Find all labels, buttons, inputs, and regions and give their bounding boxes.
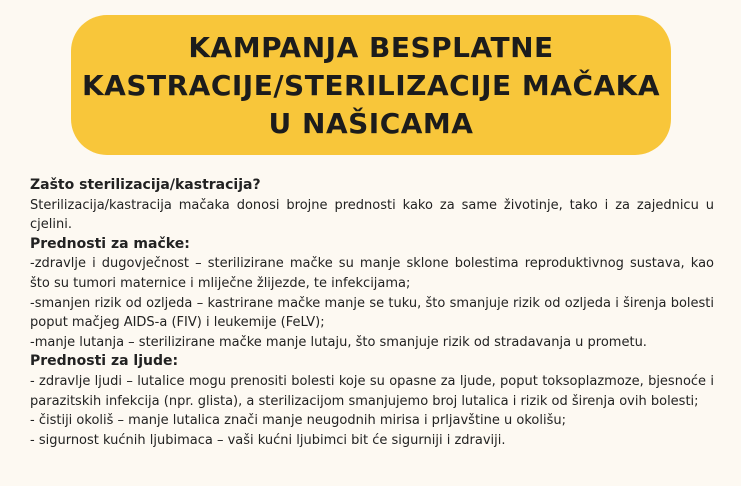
- cats-benefit-item: -zdravlje i dugovječnost – sterilizirane mačke su manje sklone bolestima reproduktivnog sustava, kao što su tumori maternice i mliječne žlijezde, te infekcijama;: [30, 256, 714, 291]
- article-body: [30, 176, 714, 450]
- people-benefit-item: - zdravlje ljudi – lutalice mogu prenositi bolesti koje su opasne za ljude, poput toksoplazmoze, bjesnoće i parazitskih infekcija (npr. glista), a sterilizacijom smanjujemo broj lutalica i rizik od širenja ovih bolesti;: [30, 373, 714, 409]
- title-line-1: KAMPANJA BESPLATNE: [188, 31, 554, 64]
- cats-benefit-item: -manje lutanja – sterilizirane mačke manje lutaju, što smanjuje rizik od stradavanja u prometu.: [30, 334, 647, 350]
- title-banner: [71, 15, 671, 155]
- why-paragraph: Sterilizacija/kastracija mačaka donosi brojne prednosti kako za same životinje, tako i za zajednicu u cjelini.: [30, 197, 714, 233]
- title-line-3: U NAŠICAMA: [268, 107, 474, 140]
- people-benefit-item: - čistiji okoliš – manje lutalica znači manje neugodnih mirisa i prljavštine u okolišu;: [30, 413, 566, 429]
- people-benefits-heading: Prednosti za ljude:: [30, 353, 179, 370]
- why-heading: Zašto sterilizacija/kastracija?: [30, 177, 261, 193]
- people-benefit-item: - sigurnost kućnih ljubimaca – vaši kućni ljubimci bit će sigurniji i zdraviji.: [30, 432, 506, 448]
- cats-benefit-item: -smanjen rizik od ozljeda – kastrirane mačke manje se tuku, što smanjuje rizik od ozljeda i širenja bolesti poput mačjeg AIDS-a (FIV) i leukemije (FeLV);: [30, 295, 714, 331]
- title-line-2: KASTRACIJE/STERILIZACIJE MAČAKA: [81, 69, 661, 102]
- cats-benefits-heading: Prednosti za mačke:: [30, 235, 190, 252]
